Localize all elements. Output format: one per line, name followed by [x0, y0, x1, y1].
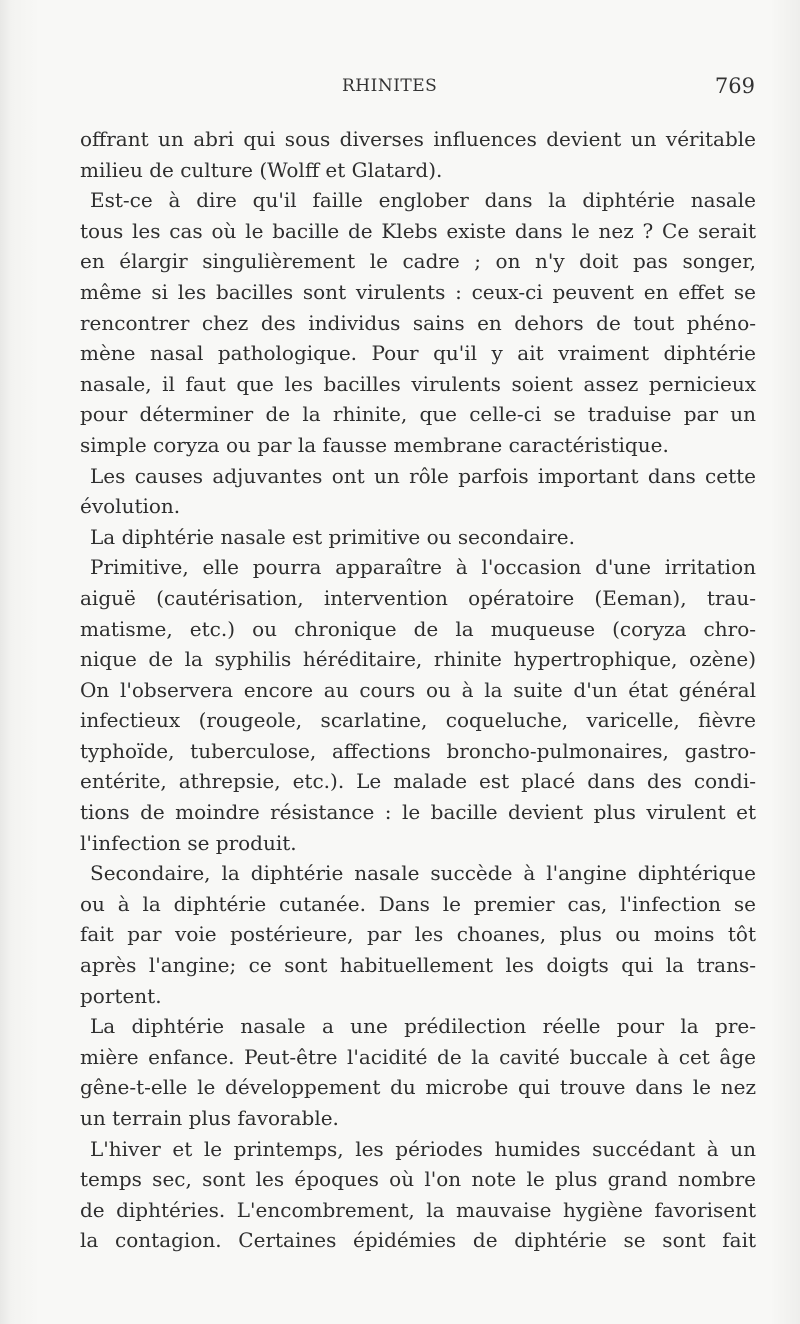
text-line: ou à la diphtérie cutanée. Dans le premier cas, l'infection se	[80, 891, 756, 916]
text-line: mière enfance. Peut-être l'acidité de la cavité buccale à cet âge	[80, 1044, 756, 1069]
page-number: 769	[714, 74, 755, 98]
text-line: La diphtérie nasale est primitive ou secondaire.	[90, 524, 575, 549]
text-line: rencontrer chez des individus sains en dehors de tout phéno-	[80, 310, 756, 335]
text-line: évolution.	[80, 494, 181, 519]
text-line: Secondaire, la diphtérie nasale succède à l'angine diphtérique	[90, 861, 756, 886]
page-header	[80, 76, 755, 102]
text-line: entérite, athrepsie, etc.). Le malade est placé dans des condi-	[80, 769, 756, 794]
text-line: nasale, il faut que les bacilles virulents soient assez pernicieux	[80, 371, 756, 396]
text-line: L'hiver et le printemps, les périodes humides succédant à un	[90, 1136, 756, 1161]
text-line: offrant un abri qui sous diverses influences devient un véritable	[80, 127, 756, 151]
text-line: simple coryza ou par la fausse membrane caractéristique.	[80, 432, 669, 457]
text-line: la contagion. Certaines épidémies de diphtérie se sont fait	[80, 1228, 756, 1253]
text-line: Est-ce à dire qu'il faille englober dans la diphtérie nasale	[90, 188, 756, 213]
text-line: mène nasal pathologique. Pour qu'il y ait vraiment diphtérie	[80, 341, 756, 366]
text-line: aiguë (cautérisation, intervention opératoire (Eeman), trau-	[80, 585, 756, 610]
text-line: tions de moindre résistance : le bacille devient plus virulent et	[80, 800, 756, 825]
text-line: La diphtérie nasale a une prédilection réelle pour la pre-	[90, 1014, 756, 1039]
text-line: nique de la syphilis héréditaire, rhinite hypertrophique, ozène)	[80, 647, 756, 672]
text-line: typhoïde, tuberculose, affections broncho-pulmonaires, gastro-	[80, 738, 756, 763]
text-line: Primitive, elle pourra apparaître à l'occasion d'une irritation	[90, 555, 756, 580]
text-line: gêne-t-elle le développement du microbe qui trouve dans le nez	[80, 1075, 756, 1100]
text-line: infectieux (rougeole, scarlatine, coqueluche, varicelle, fièvre	[80, 708, 756, 733]
text-line: portent.	[80, 983, 162, 1008]
text-line: en élargir singulièrement le cadre ; on n'y doit pas songer,	[80, 249, 756, 274]
body-text	[80, 124, 756, 1256]
text-line: tous les cas où le bacille de Klebs existe dans le nez ? Ce serait	[80, 218, 756, 243]
text-line: pour déterminer de la rhinite, que celle-ci se traduise par un	[80, 402, 756, 427]
running-head: RHINITES	[342, 76, 438, 96]
text-line: On l'observera encore au cours ou à la suite d'un état général	[80, 677, 756, 702]
text-line: même si les bacilles sont virulents : ceux-ci peuvent en effet se	[80, 279, 756, 304]
text-line: après l'angine; ce sont habituellement les doigts qui la trans-	[80, 953, 756, 978]
text-line: un terrain plus favorable.	[80, 1106, 339, 1130]
text-line: temps sec, sont les époques où l'on note le plus grand nombre	[80, 1167, 756, 1192]
text-line: Les causes adjuvantes ont un rôle parfois important dans cette	[90, 463, 756, 488]
text-line: de diphtéries. L'encombrement, la mauvaise hygiène favorisent	[80, 1197, 756, 1222]
text-line: matisme, etc.) ou chronique de la muqueuse (coryza chro-	[80, 616, 756, 641]
text-line: fait par voie postérieure, par les choanes, plus ou moins tôt	[80, 922, 756, 947]
text-line: milieu de culture (Wolff et Glatard).	[80, 157, 443, 182]
text-line: l'infection se produit.	[80, 830, 297, 855]
